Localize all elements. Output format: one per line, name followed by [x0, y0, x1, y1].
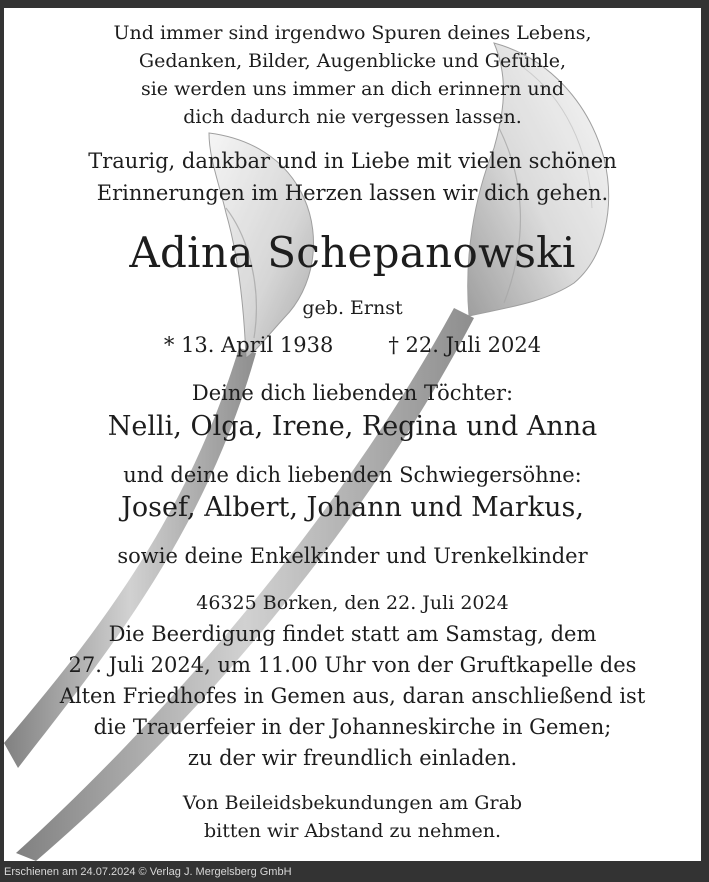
- intro-line: Erinnerungen im Herzen lassen wir dich gehen.: [96, 181, 609, 205]
- sons-in-law-names: Josef, Albert, Johann und Markus,: [121, 492, 584, 523]
- daughters-names: Nelli, Olga, Irene, Regina und Anna: [107, 411, 598, 442]
- sons-in-law-label: und deine dich liebenden Schwiegersöhne:: [123, 463, 582, 487]
- place-date: 46325 Borken, den 22. Juli 2024: [196, 592, 509, 614]
- intro-line: Traurig, dankbar und in Liebe mit vielen schönen: [88, 149, 617, 173]
- obituary-notice: [4, 8, 701, 861]
- death-date: † 22. Juli 2024: [388, 333, 542, 357]
- condolence-line: bitten wir Abstand zu nehmen.: [203, 820, 502, 842]
- poem-line: Gedanken, Bilder, Augenblicke und Gefühle,: [138, 50, 567, 72]
- birth-date: * 13. April 1938: [163, 333, 334, 357]
- life-dates: [4, 333, 701, 357]
- funeral-line: Alten Friedhofes in Gemen aus, daran anschließend ist: [59, 684, 646, 708]
- funeral-line: die Trauerfeier in der Johanneskirche in Gemen;: [93, 715, 612, 739]
- funeral-line: zu der wir freundlich einladen.: [187, 746, 518, 770]
- maiden-name: geb. Ernst: [302, 297, 403, 319]
- poem-line: sie werden uns immer an dich erinnern und: [140, 78, 564, 100]
- funeral-line: 27. Juli 2024, um 11.00 Uhr von der Gruftkapelle des: [68, 653, 637, 677]
- poem-line: Und immer sind irgendwo Spuren deines Lebens,: [113, 22, 592, 44]
- deceased-name: Adina Schepanowski: [129, 228, 576, 277]
- publication-footer: Erschienen am 24.07.2024 © Verlag J. Mergelsberg GmbH: [4, 866, 292, 878]
- condolence-line: Von Beileidsbekundungen am Grab: [182, 792, 523, 814]
- poem-line: dich dadurch nie vergessen lassen.: [183, 106, 522, 128]
- grandchildren-line: sowie deine Enkelkinder und Urenkelkinder: [117, 544, 588, 568]
- funeral-line: Die Beerdigung findet statt am Samstag, dem: [108, 622, 597, 646]
- daughters-label: Deine dich liebenden Töchter:: [191, 381, 514, 405]
